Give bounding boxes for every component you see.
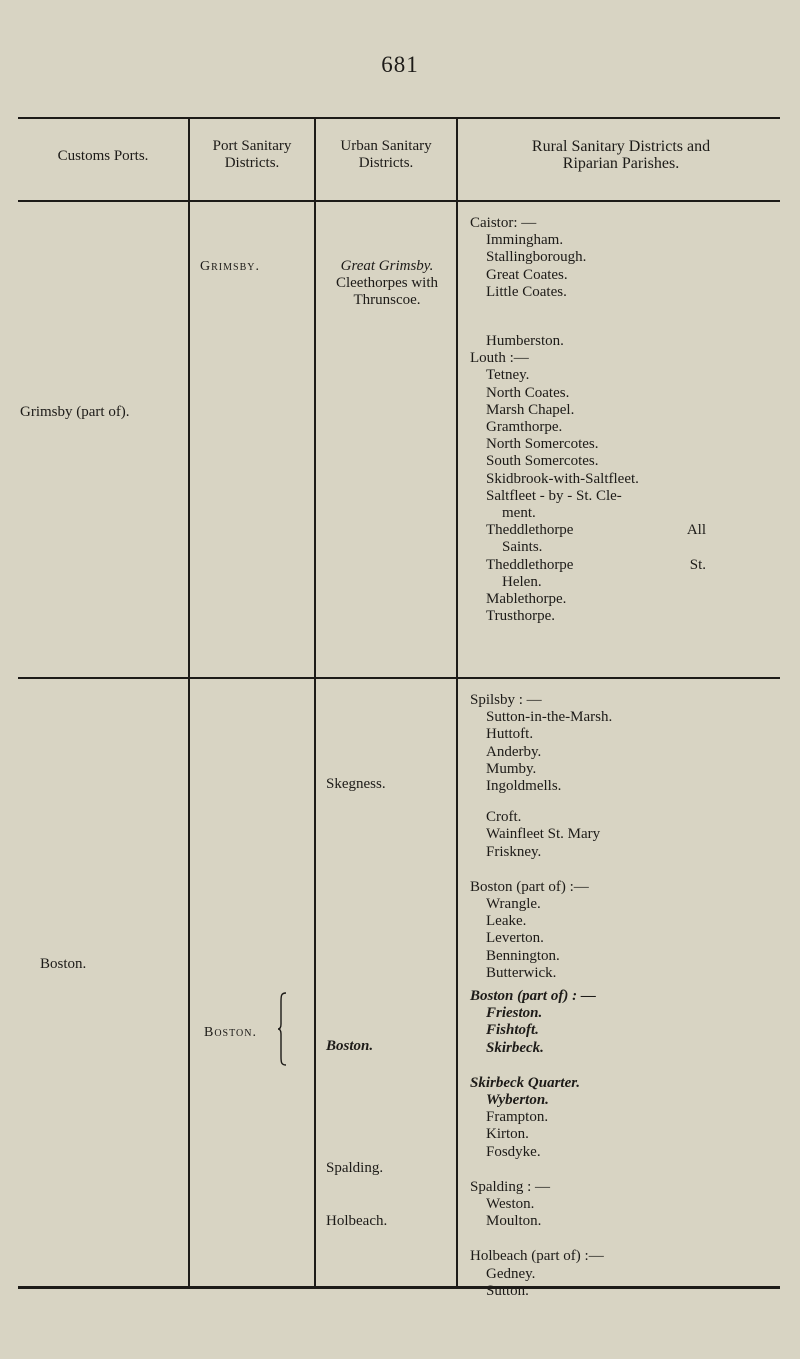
holbeach-head: Holbeach (part of) :—	[470, 1248, 604, 1265]
list-item: Tetney.	[486, 367, 530, 384]
list-item: North Somercotes.	[486, 436, 599, 453]
cleethorpes: Cleethorpes with	[335, 275, 439, 292]
header-rural-line2: Riparian Parishes.	[562, 155, 680, 172]
list-item: Gramthorpe.	[486, 419, 563, 436]
list-item: Wrangle.	[486, 896, 541, 913]
column-rule-3	[456, 119, 458, 1286]
grimsby-port-sanitary: Grimsby.	[200, 259, 260, 274]
list-item: Skidbrook-with-Saltfleet.	[486, 470, 639, 487]
list-item: Frampton.	[486, 1109, 549, 1126]
header-urban-sanitary	[316, 138, 456, 172]
spilsby-head: Spilsby : —	[470, 692, 542, 708]
list-item	[470, 557, 790, 574]
table-top-rule	[18, 117, 780, 119]
list-item: Sutton.	[486, 1282, 529, 1299]
list-item: Saints.	[502, 539, 543, 556]
list-item: ment.	[502, 505, 536, 522]
list-item: South Somercotes.	[486, 453, 599, 470]
list-item: Kirton.	[486, 1126, 529, 1143]
theddlethorpe-st-b: St.	[689, 556, 706, 573]
header-bottom-rule	[18, 200, 780, 202]
thrunscoe: Thrunscoe.	[353, 292, 421, 309]
list-item: Leverton.	[486, 930, 544, 947]
list-item: Fishtoft.	[486, 1022, 539, 1039]
list-item: Fosdyke.	[486, 1143, 541, 1160]
holbeach-urban: Holbeach.	[326, 1213, 388, 1229]
boston-customs-port: Boston.	[40, 956, 87, 972]
list-item: Wyberton.	[486, 1092, 549, 1109]
boston-rural-list	[470, 692, 790, 1300]
list-item: Humberston.	[486, 333, 564, 350]
skirbeck-quarter-head: Skirbeck Quarter.	[470, 1074, 581, 1091]
list-item: Little Coates.	[486, 283, 567, 300]
boston-part-italic-head: Boston (part of) : —	[470, 988, 596, 1005]
grimsby-urban-districts	[320, 258, 454, 310]
header-rural-line1: Rural Sanitary Districts and	[531, 138, 711, 155]
great-grimsby: Great Grimsby.	[340, 258, 434, 274]
list-item: Bennington.	[486, 947, 560, 964]
theddlethorpe-st-a: Theddlethorpe	[486, 556, 574, 573]
list-item: Skirbeck.	[486, 1039, 544, 1056]
boston-port-sanitary: Boston.	[204, 1025, 257, 1040]
list-item: Huttoft.	[486, 726, 534, 743]
list-item: Great Coates.	[486, 266, 568, 283]
louth-head: Louth :—	[470, 350, 529, 367]
list-item: Marsh Chapel.	[486, 401, 575, 418]
skegness-urban: Skegness.	[326, 776, 386, 792]
list-item: Croft.	[486, 809, 522, 826]
theddlethorpe-all-b: All	[686, 522, 706, 539]
brace-symbol	[278, 992, 286, 1066]
row-divider-rule	[18, 677, 780, 679]
list-item: Wainfleet St. Mary	[486, 826, 601, 843]
list-item: Helen.	[502, 573, 542, 590]
caistor-head: Caistor: —	[470, 215, 537, 231]
boston-part-head: Boston (part of) :—	[470, 878, 589, 895]
grimsby-rural-list	[470, 215, 790, 625]
boston-urban: Boston.	[326, 1038, 374, 1054]
theddlethorpe-all-a: Theddlethorpe	[486, 522, 574, 539]
list-item: Frieston.	[486, 1005, 543, 1022]
list-item: Mumby.	[486, 760, 537, 777]
list-item: Friskney.	[486, 843, 542, 860]
list-item: Leake.	[486, 913, 527, 930]
list-item: Immingham.	[486, 232, 564, 249]
list-item: Butterwick.	[486, 964, 557, 981]
header-port-sanitary	[190, 138, 314, 172]
header-port-sanitary-line1: Port Sanitary	[212, 138, 292, 154]
list-item: Weston.	[486, 1196, 535, 1213]
spalding-head: Spalding : —	[470, 1178, 551, 1195]
list-item: Trusthorpe.	[486, 608, 556, 625]
header-customs-ports: Customs Ports.	[57, 148, 149, 164]
list-item: Mablethorpe.	[486, 591, 567, 608]
list-item: Ingoldmells.	[486, 778, 562, 795]
column-rule-2	[314, 119, 316, 1286]
list-item	[470, 522, 790, 539]
list-item: Stallingborough.	[486, 249, 587, 266]
spalding-urban: Spalding.	[326, 1160, 384, 1176]
header-urban-sanitary-line2: Districts.	[358, 155, 414, 171]
grimsby-customs-port: Grimsby (part of).	[20, 404, 130, 420]
header-urban-sanitary-line1: Urban Sanitary	[340, 138, 432, 154]
list-item: North Coates.	[486, 384, 570, 401]
list-item: Anderby.	[486, 743, 542, 760]
page-number: 681	[381, 52, 419, 77]
list-item: Saltfleet - by - St. Cle-	[486, 487, 622, 504]
list-item: Sutton-in-the-Marsh.	[486, 709, 613, 726]
header-rural-sanitary	[458, 138, 784, 172]
list-item: Moulton.	[486, 1213, 542, 1230]
header-port-sanitary-line2: Districts.	[224, 155, 280, 171]
list-item: Gedney.	[486, 1265, 536, 1282]
column-rule-1	[188, 119, 190, 1286]
